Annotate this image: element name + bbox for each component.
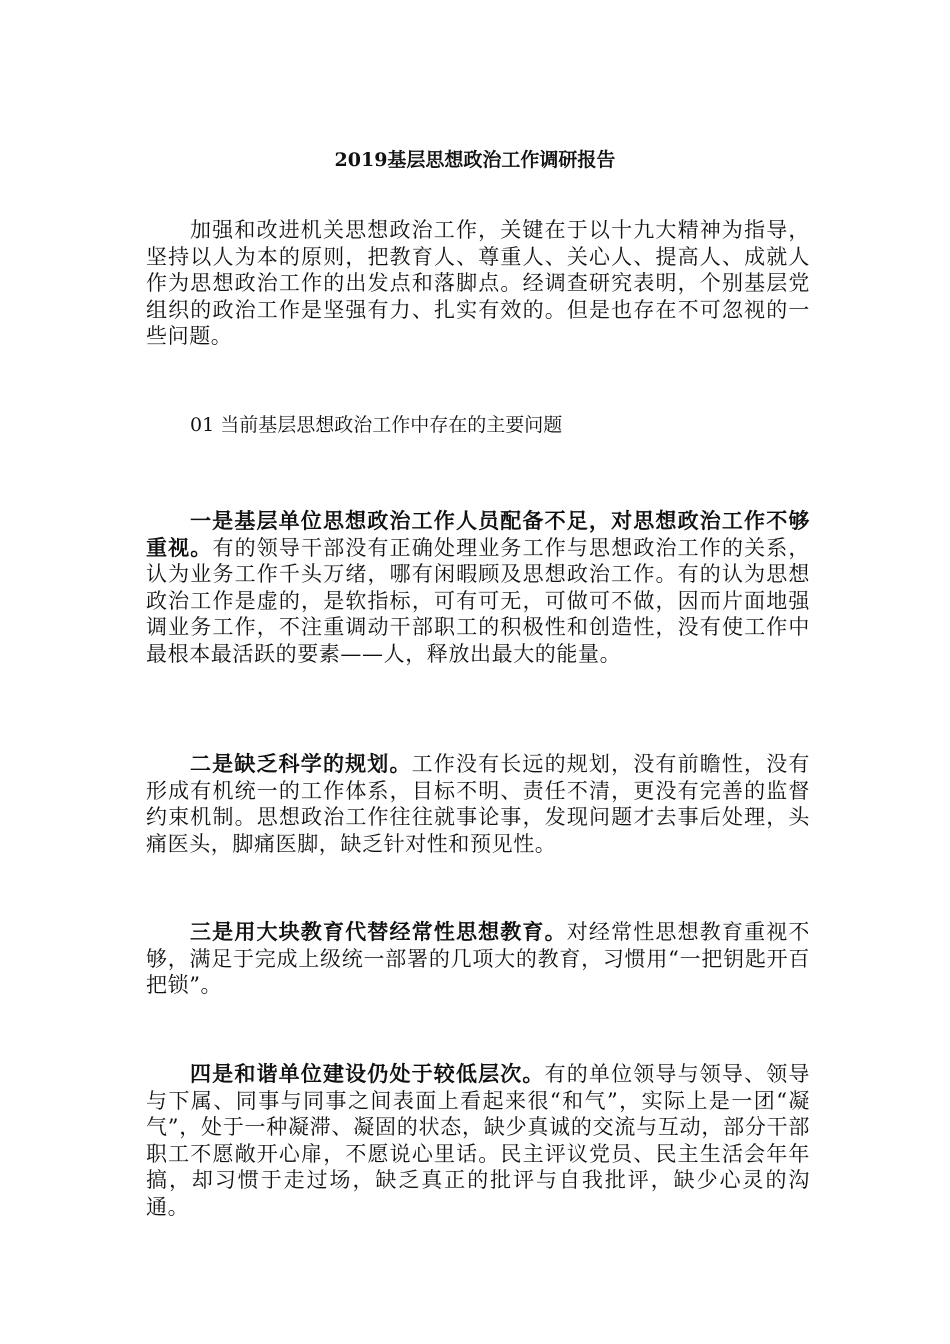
problem-paragraph-4 [146, 1061, 810, 1220]
problem-lead-1: 一是基层单位思想政治工作人员配备不足，对思想政治工作不够重视。 [146, 508, 810, 560]
problem-paragraph-3 [146, 919, 810, 999]
problem-body-2: 工作没有长远的规划，没有前瞻性，没有形成有机统一的工作体系，目标不明、责任不清，更没有完善的监督约束机制。思想政治工作往往就事论事，发现问题才去事后处理，头痛医头，脚痛医脚，缺乏针对性和预见性。 [146, 752, 810, 856]
document-title: 2019基层思想政治工作调研报告 [334, 149, 616, 171]
problem-lead-2: 二是缺乏科学的规划。 [190, 751, 412, 776]
intro-paragraph: 加强和改进机关思想政治工作，关键在于以十九大精神为指导，坚持以人为本的原则，把教育人、尊重人、关心人、提高人、成就人作为思想政治工作的出发点和落脚点。经调查研究表明，个别基层党组织的政治工作是坚强有力、扎实有效的。但是也存在不可忽视的一些问题。 [146, 218, 810, 348]
problem-body-4: 有的单位领导与领导、领导与下属、同事与同事之间表面上看起来很“和气”，实际上是一团“凝气”，处于一种凝滞、凝固的状态，缺少真诚的交流与互动，部分干部职工不愿敞开心扉，不愿说心里话。民主评议党员、民主生活会年年搞，却习惯于走过场，缺乏真正的批评与自我批评，缺少心灵的沟通。 [146, 1062, 810, 1219]
problem-lead-3: 三是用大块教育代替经常性思想教育。 [190, 919, 567, 944]
problem-paragraph-2 [146, 751, 810, 857]
problem-paragraph-1 [146, 508, 810, 667]
section-heading: 01 当前基层思想政治工作中存在的主要问题 [190, 414, 563, 436]
problem-lead-4: 四是和谐单位建设仍处于较低层次。 [190, 1061, 545, 1086]
problem-body-3: 对经常性思想教育重视不够，满足于完成上级统一部署的几项大的教育，习惯用“一把钥匙开百把锁”。 [146, 920, 810, 997]
problem-body-1: 有的领导干部没有正确处理业务工作与思想政治工作的关系，认为业务工作千头万绪，哪有闲暇顾及思想政治工作。有的认为思想政治工作是虚的，是软指标，可有可无，可做可不做，因而片面地强调业务工作，不注重调动干部职工的积极性和创造性，没有使工作中最根本最活跃的要素——人，释放出最大的能量。 [146, 535, 810, 666]
